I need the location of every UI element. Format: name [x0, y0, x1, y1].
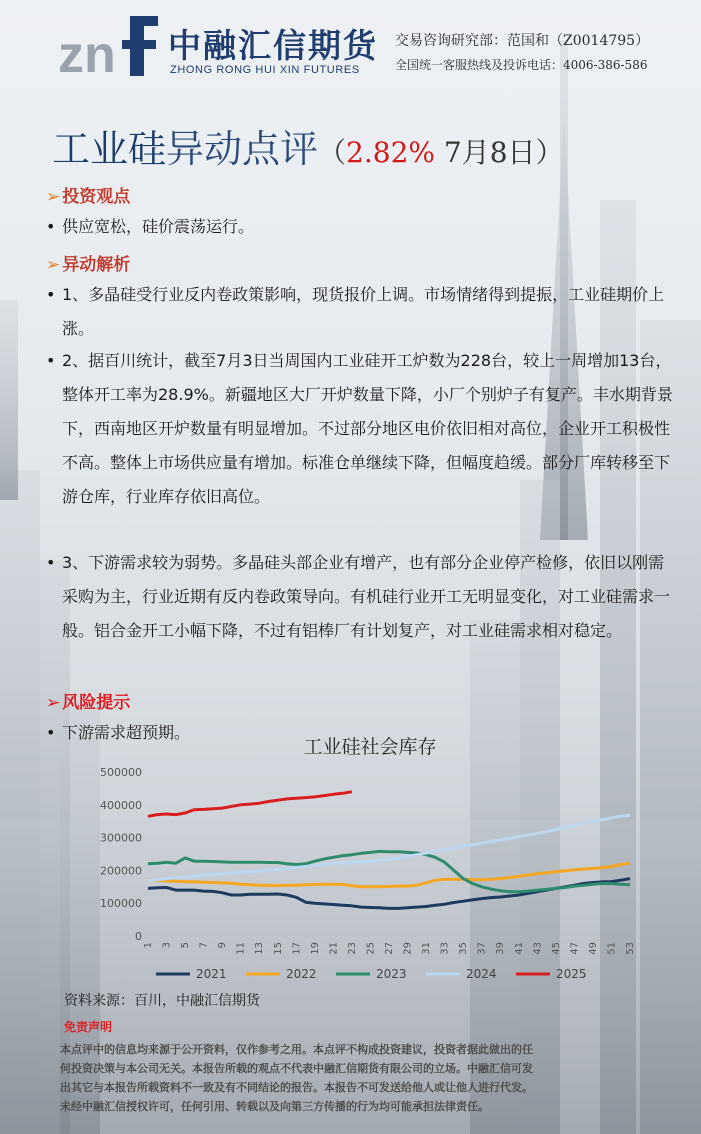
section-heading-risk: ➢ 风险提示	[46, 693, 131, 713]
view-text: • 供应宽松，硅价震荡运行。	[46, 210, 676, 244]
disclaimer-text	[60, 1040, 660, 1116]
bullet-icon: •	[46, 217, 56, 236]
x-tick-label: 35	[458, 942, 470, 955]
title-date: 7月8日	[435, 136, 536, 169]
analyst-contact: 交易咨询研究部：范国和（Z0014795）	[395, 33, 650, 49]
x-tick-label: 31	[421, 942, 433, 955]
title-paren-open: （	[318, 136, 347, 169]
risk-text: • 下游需求超预期。	[46, 716, 676, 750]
x-tick-label: 17	[291, 942, 303, 955]
company-logo	[58, 14, 158, 78]
x-tick-label: 23	[346, 942, 358, 955]
x-tick-label: 39	[495, 942, 507, 955]
y-tick-label: 500000	[100, 766, 142, 779]
data-source: 资料来源：百川，中融汇信期货	[64, 993, 260, 1009]
section-heading-analysis: ➢ 异动解析	[46, 255, 131, 275]
title-sub: 异动点评	[166, 127, 319, 171]
hotline: 全国统一客服热线及投诉电话：4006-386-586	[395, 58, 648, 72]
x-tick-label: 33	[439, 942, 451, 955]
x-tick-label: 25	[365, 942, 377, 955]
x-tick-label: 1	[143, 942, 154, 949]
inventory-chart	[90, 728, 650, 990]
analysis-point-3: • 3、下游需求较为弱势。多晶硅头部企业有增产，也有部分企业停产检修，依旧以刚需采购为主，行业近期有反内卷政策导向。有机硅行业开工无明显变化，对工业硅需求一般。铝合金开工小幅下降，不过有铝棒厂有计划复产，对工业硅需求相对稳定。	[46, 546, 676, 648]
series-line-2025	[148, 792, 352, 817]
arrow-icon: ➢	[46, 187, 61, 207]
section-heading-view: ➢ 投资观点	[46, 187, 131, 207]
legend-label-2025: 2025	[556, 967, 587, 981]
disclaimer-line: 出其它与本报告所载资料不一致及有不同结论的报告。本报告不可发送给他人或让他人进行代发。	[60, 1081, 533, 1094]
x-tick-label: 41	[513, 942, 525, 955]
disclaimer-line: 何投资决策与本公司无关。本报告所载的观点不代表中融汇信期货有限公司的立场。中融汇信可发	[60, 1062, 533, 1075]
legend-label-2022: 2022	[286, 967, 317, 981]
x-tick-label: 43	[532, 942, 544, 955]
x-tick-label: 47	[569, 942, 581, 955]
title-paren-close: ）	[535, 136, 564, 169]
y-tick-label: 100000	[100, 897, 142, 911]
legend-label-2023: 2023	[376, 967, 407, 981]
analysis-point-2: • 2、据百川统计，截至7月3日当周国内工业硅开工炉数为228台，较上一周增加13台，整体开工率为28.9%。新疆地区大厂开炉数量下降，小厂个别炉子有复产。丰水期背景下，西南地区开炉数量有明显增加。不过部分地区电价依旧相对高位，企业开工积极性不高。整体上市场供应量有增加。标准仓单继续下降，但幅度趋缓。部分厂库转移至下游仓库，行业库存依旧高位。	[46, 344, 676, 514]
title-change: 2.82%	[346, 136, 435, 169]
x-tick-label: 27	[384, 942, 395, 955]
x-tick-label: 53	[625, 942, 636, 955]
x-tick-label: 13	[254, 942, 266, 955]
x-tick-label: 3	[161, 942, 173, 949]
company-name-cn: 中融汇信期货	[168, 26, 378, 65]
x-tick-label: 5	[180, 942, 192, 949]
x-tick-label: 37	[476, 942, 488, 955]
x-tick-label: 7	[198, 942, 210, 949]
x-tick-label: 21	[328, 942, 340, 955]
legend-label-2021: 2021	[196, 967, 227, 981]
analysis-point-1: • 1、多晶硅受行业反内卷政策影响，现货报价上调。市场情绪得到提振，工业硅期价上涨。	[46, 278, 676, 346]
disclaimer-heading: 免责声明	[64, 1020, 113, 1034]
arrow-icon: ➢	[46, 255, 61, 275]
disclaimer-line: 未经中融汇信授权许可，任何引用、转载以及向第三方传播的行为均可能承担法律责任。	[60, 1100, 489, 1113]
bullet-icon: •	[46, 351, 56, 370]
disclaimer-line: 本点评中的信息均来源于公开资料，仅作参考之用。本点评不构成投资建议，投资者据此做出的任	[60, 1043, 533, 1056]
y-tick-label: 400000	[100, 798, 142, 812]
x-tick-label: 19	[309, 942, 321, 955]
x-tick-label: 29	[402, 942, 414, 955]
legend-label-2024: 2024	[466, 967, 497, 981]
x-tick-label: 9	[217, 942, 229, 949]
bullet-icon: •	[46, 723, 56, 742]
x-tick-label: 15	[272, 942, 284, 955]
x-tick-label: 45	[550, 942, 562, 955]
y-tick-label: 0	[135, 930, 142, 943]
x-tick-label: 11	[235, 942, 247, 955]
company-name-en: ZHONG RONG HUI XIN FUTURES	[170, 64, 360, 76]
page-title	[52, 118, 564, 173]
y-tick-label: 200000	[100, 864, 142, 878]
y-tick-label: 300000	[100, 831, 142, 845]
arrow-icon: ➢	[46, 693, 61, 713]
chart-plot	[90, 728, 650, 990]
title-main: 工业硅	[52, 127, 167, 171]
x-tick-label: 51	[606, 942, 618, 955]
bullet-icon: •	[46, 553, 56, 572]
x-tick-label: 49	[587, 942, 599, 955]
chart-title: 工业硅社会库存	[303, 736, 437, 758]
svg-text:zn: zn	[58, 26, 116, 78]
bullet-icon: •	[46, 285, 56, 304]
